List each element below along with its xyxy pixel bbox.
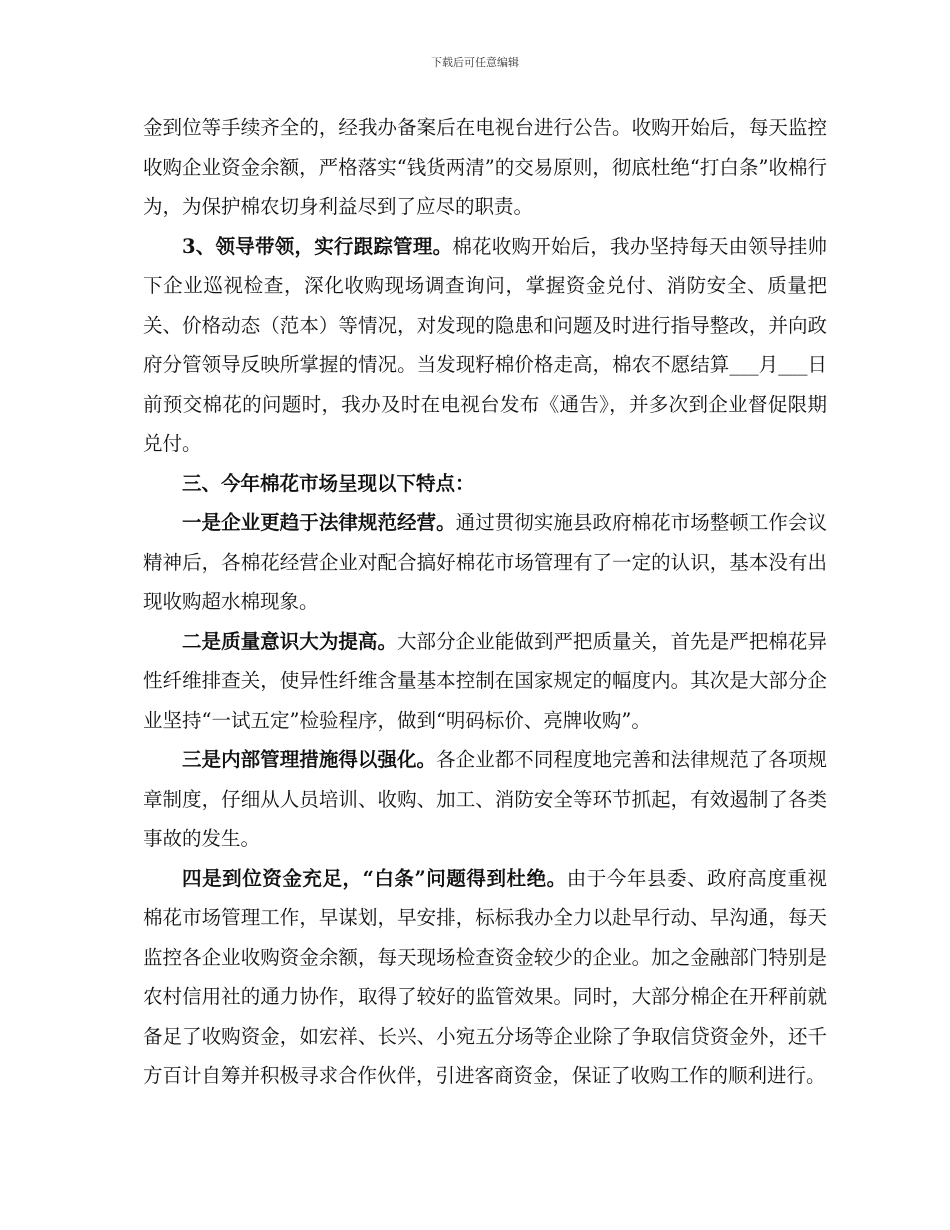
paragraph-leadership <box>143 227 827 464</box>
paragraph-lead: 3、领导带领，实行跟踪管理。 <box>182 234 453 258</box>
header-note: 下载后可任意编辑 <box>431 56 519 69</box>
paragraph-text: 由于今年县委、政府高度重视棉花市场管理工作，早谋划，早安排，标标我办全力以赴早行动、早沟通，每天监控各企业收购资金余额，每天现场检查资金较少的企业。加之金融部门特别是农村信用社的通力协作，取得了较好的监管效果。同时，大部分棉企在开秤前就备足了收购资金，如宏祥、长兴、小宛五分场等企业除了争取信贷资金外，还千方百计自筹并积极寻求合作伙伴，引进客商资金，保证了收购工作的顺利进行。 <box>143 866 827 1087</box>
paragraph-text: 棉花收购开始后，我办坚持每天由领导挂帅下企业巡视检查，深化收购现场调查询问，掌握资金兑付、消防安全、质量把关、价格动态（范本）等情况，对发现的隐患和问题及时进行指导整改，并向政府分管领导反映所掌握的情况。当发现籽棉价格走高，棉农不愿结算___月___日前预交棉花的问题时，我办及时在电视台发布《通告》，并多次到企业督促限期兑付。 <box>143 234 827 455</box>
paragraph-lead: 一是企业更趋于法律规范经营。 <box>182 511 456 534</box>
paragraph-continuation <box>143 108 827 227</box>
paragraph-text: 大部分企业能做到严把质量关，首先是严把棉花异性纤维排查关，使异性纤维含量基本控制在国家规定的幅度内。其次是大部分企业坚持“一试五定”检验程序，做到“明码标价、亮牌收购”。 <box>143 629 827 732</box>
paragraph-lead: 二是质量意识大为提高。 <box>182 629 398 653</box>
paragraph-point-4 <box>143 859 827 1096</box>
paragraph-point-3 <box>143 740 827 859</box>
paragraph-lead: 三是内部管理措施得以强化。 <box>182 748 437 771</box>
paragraph-point-2 <box>143 622 827 741</box>
section-heading: 三、今年棉花市场呈现以下特点： <box>182 471 475 495</box>
document-body <box>143 108 827 1096</box>
paragraph-point-1 <box>143 503 827 622</box>
paragraph-lead: 四是到位资金充足，“白条”问题得到杜绝。 <box>182 866 567 890</box>
paragraph-text: 各企业都不同程度地完善和法律规范了各项规章制度，仔细从人员培训、收购、加工、消防安全等环节抓起，有效遏制了各类事故的发生。 <box>143 748 827 850</box>
paragraph-text: 通过贯彻实施县政府棉花市场整顿工作会议精神后，各棉花经营企业对配合搞好棉花市场管理有了一定的认识，基本没有出现收购超水棉现象。 <box>143 511 827 613</box>
paragraph-text: 金到位等手续齐全的，经我办备案后在电视台进行公告。收购开始后，每天监控收购企业资金余额，严格落实“钱货两清”的交易原则，彻底杜绝“打白条”收棉行为，为保护棉农切身利益尽到了应尽的职责。 <box>143 116 827 218</box>
